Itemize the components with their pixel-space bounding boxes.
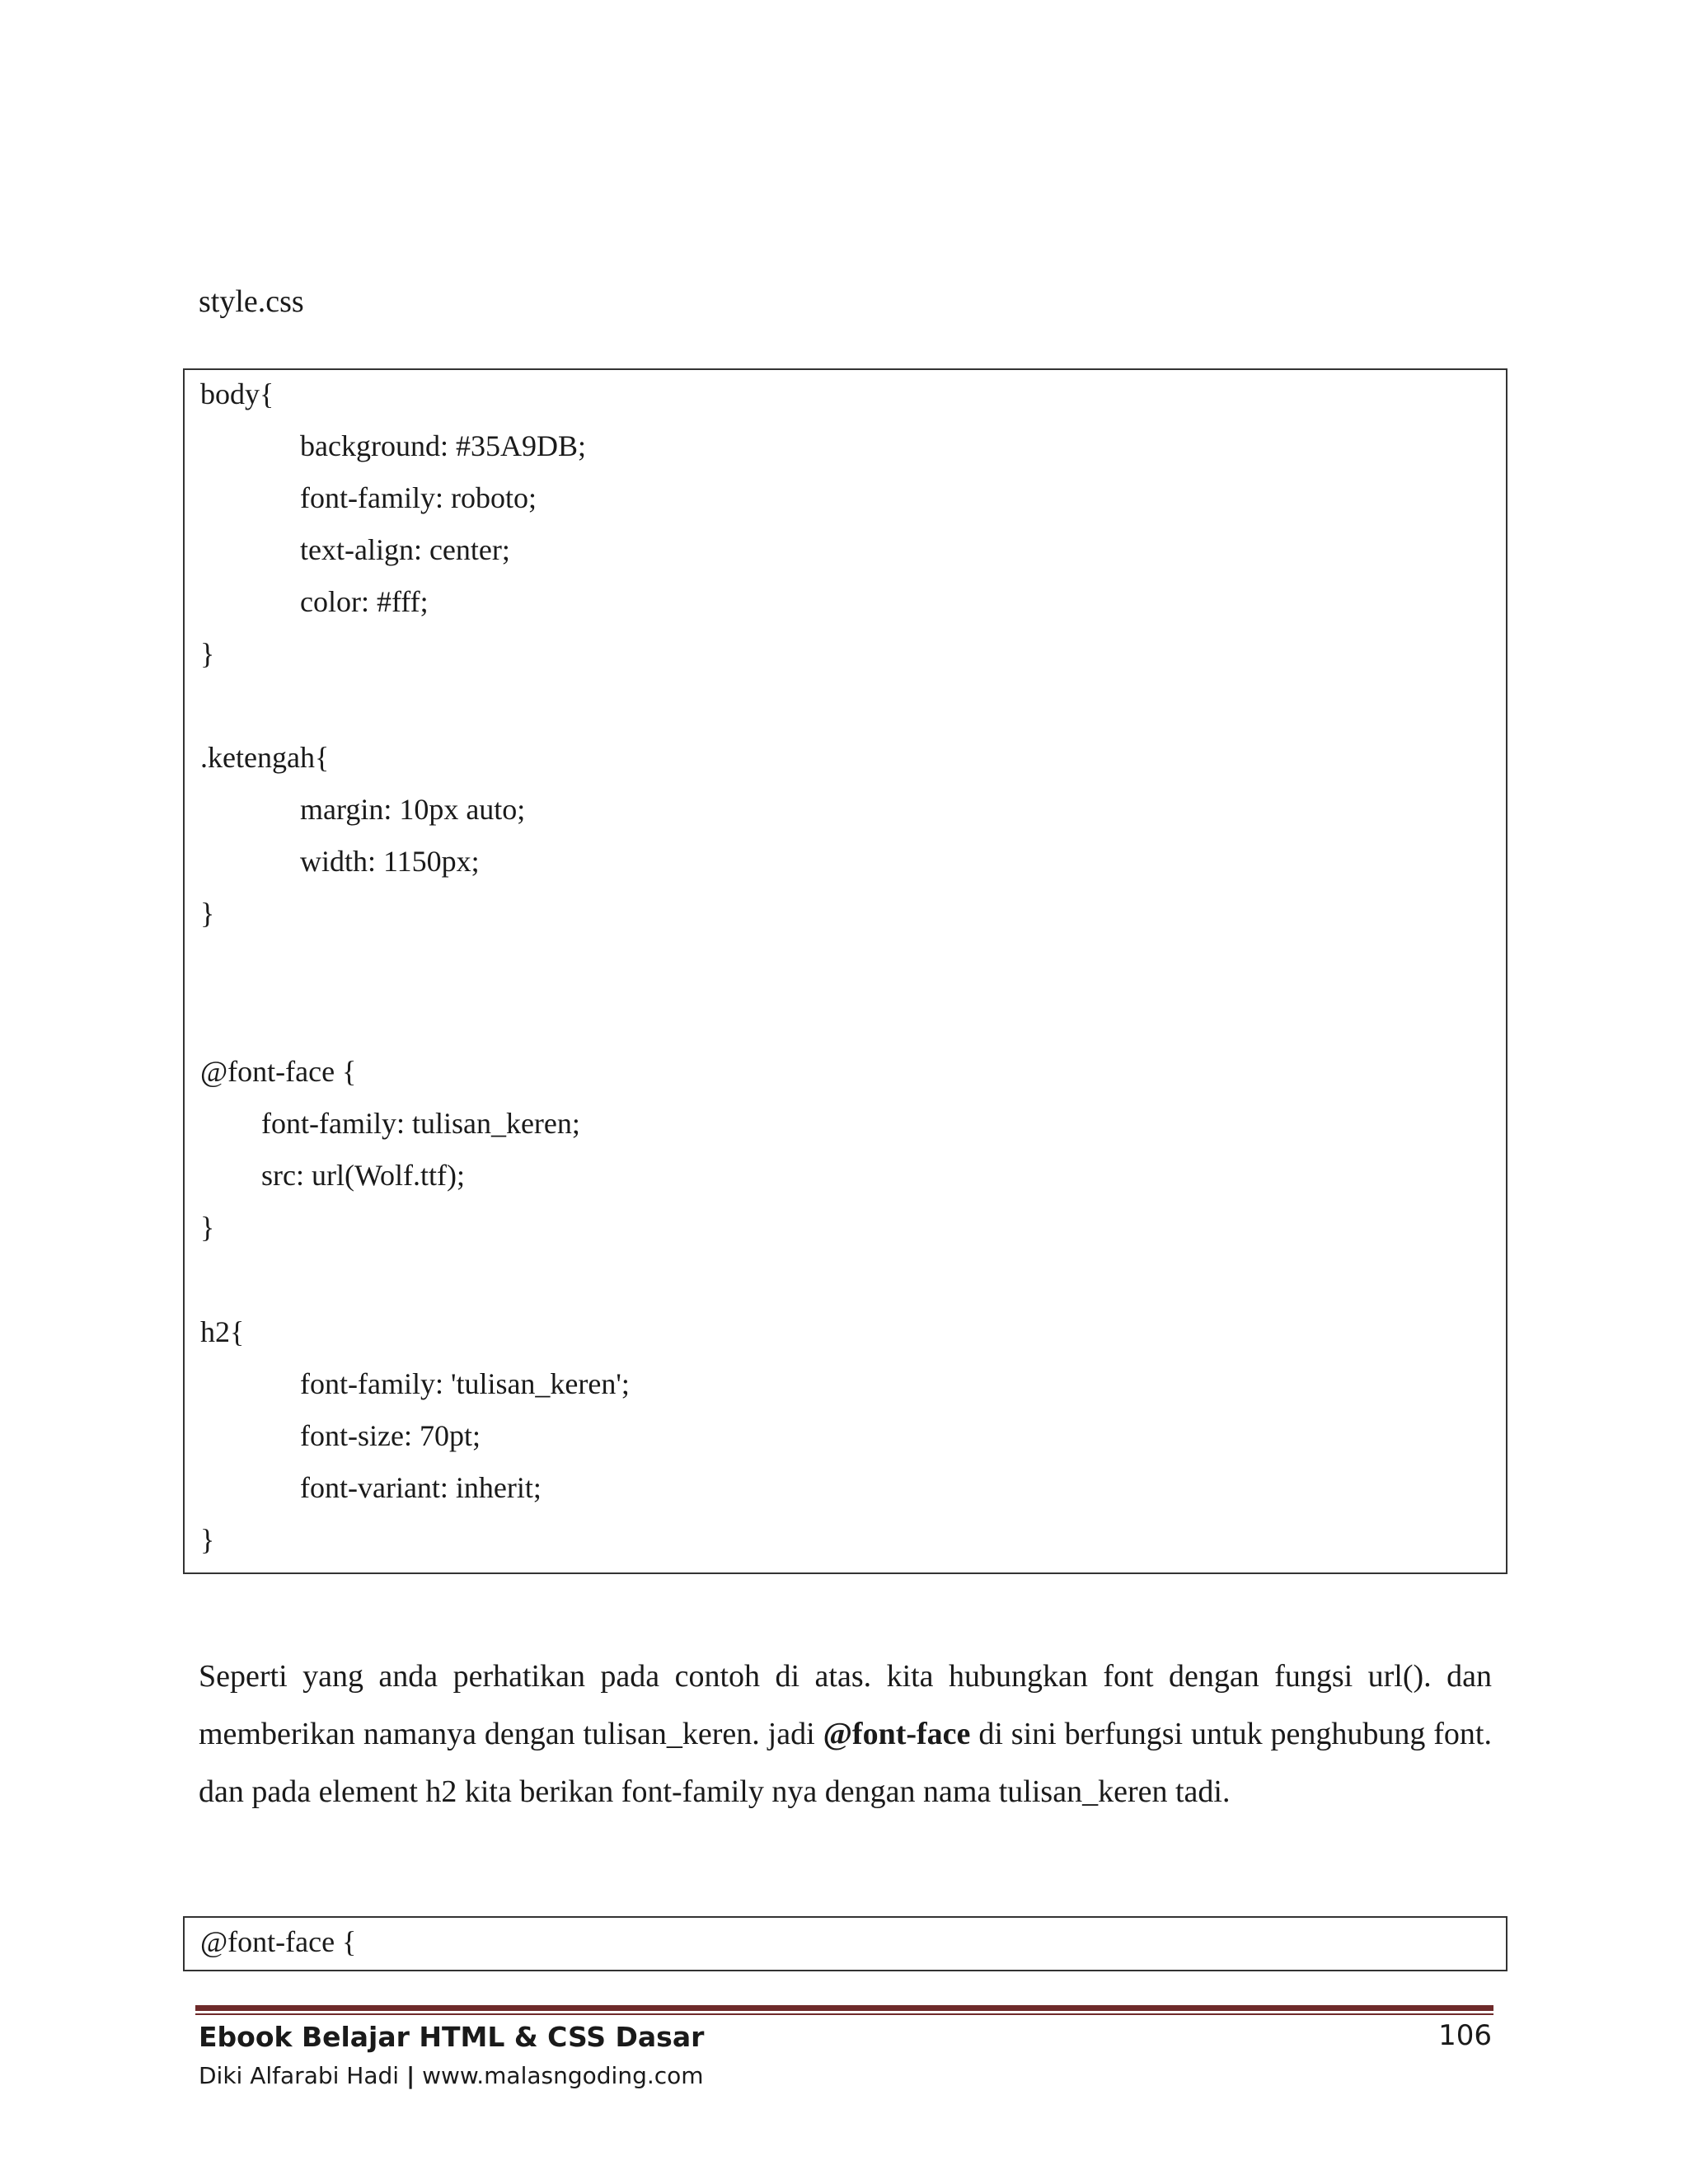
code-line: font-family: tulisan_keren;: [261, 1107, 580, 1140]
code-line: src: url(Wolf.ttf);: [261, 1159, 466, 1192]
code-line: background: #35A9DB;: [300, 429, 586, 462]
footer-author: Diki Alfarabi Hadi: [199, 2062, 400, 2089]
code-line: color: #fff;: [300, 585, 429, 618]
code-line: margin: 10px auto;: [300, 793, 526, 826]
page-number: 106: [1438, 2019, 1492, 2052]
footer-divider-thin: [195, 2013, 1493, 2015]
code-line: @font-face {: [200, 1925, 357, 1958]
code-line: }: [200, 637, 215, 670]
footer-book-title: Ebook Belajar HTML & CSS Dasar: [199, 2021, 705, 2053]
code-line: @font-face {: [200, 1055, 357, 1088]
code-line: font-variant: inherit;: [300, 1471, 542, 1504]
code-line: font-family: roboto;: [300, 481, 537, 514]
code-line: .ketengah{: [200, 741, 330, 774]
code-line: h2{: [200, 1315, 245, 1348]
code-line: font-family: 'tulisan_keren';: [300, 1367, 630, 1400]
footer-divider: [195, 2005, 1493, 2011]
footer-separator: |: [406, 2062, 415, 2089]
code-line: }: [200, 1523, 215, 1556]
paragraph-bold-keyword: @font-face: [823, 1717, 971, 1751]
code-block-2: [183, 1916, 1507, 1971]
paragraph-text: Seperti yang anda perhatikan pada contoh di atas. kita hubungkan font dengan fungsi url(). dan memberikan namanya dengan tulisan_keren. jadi: [199, 1659, 1492, 1751]
file-label: style.css: [199, 284, 304, 319]
code-line: width: 1150px;: [300, 845, 480, 878]
code-line: font-size: 70pt;: [300, 1419, 481, 1452]
code-line: }: [200, 1211, 215, 1244]
body-paragraph: [199, 1647, 1492, 1821]
code-block: [183, 368, 1507, 1574]
footer-website: www.malasngoding.com: [422, 2062, 704, 2089]
code-line: }: [200, 897, 215, 930]
paragraph-text: di sini berfungsi untuk penghubung font. dan pada element h2 kita berikan font-family nya dengan nama tulisan_keren tadi.: [199, 1717, 1492, 1809]
footer-author-line: [199, 2060, 704, 2093]
code-line: body{: [200, 377, 274, 410]
code-line: text-align: center;: [300, 533, 510, 566]
